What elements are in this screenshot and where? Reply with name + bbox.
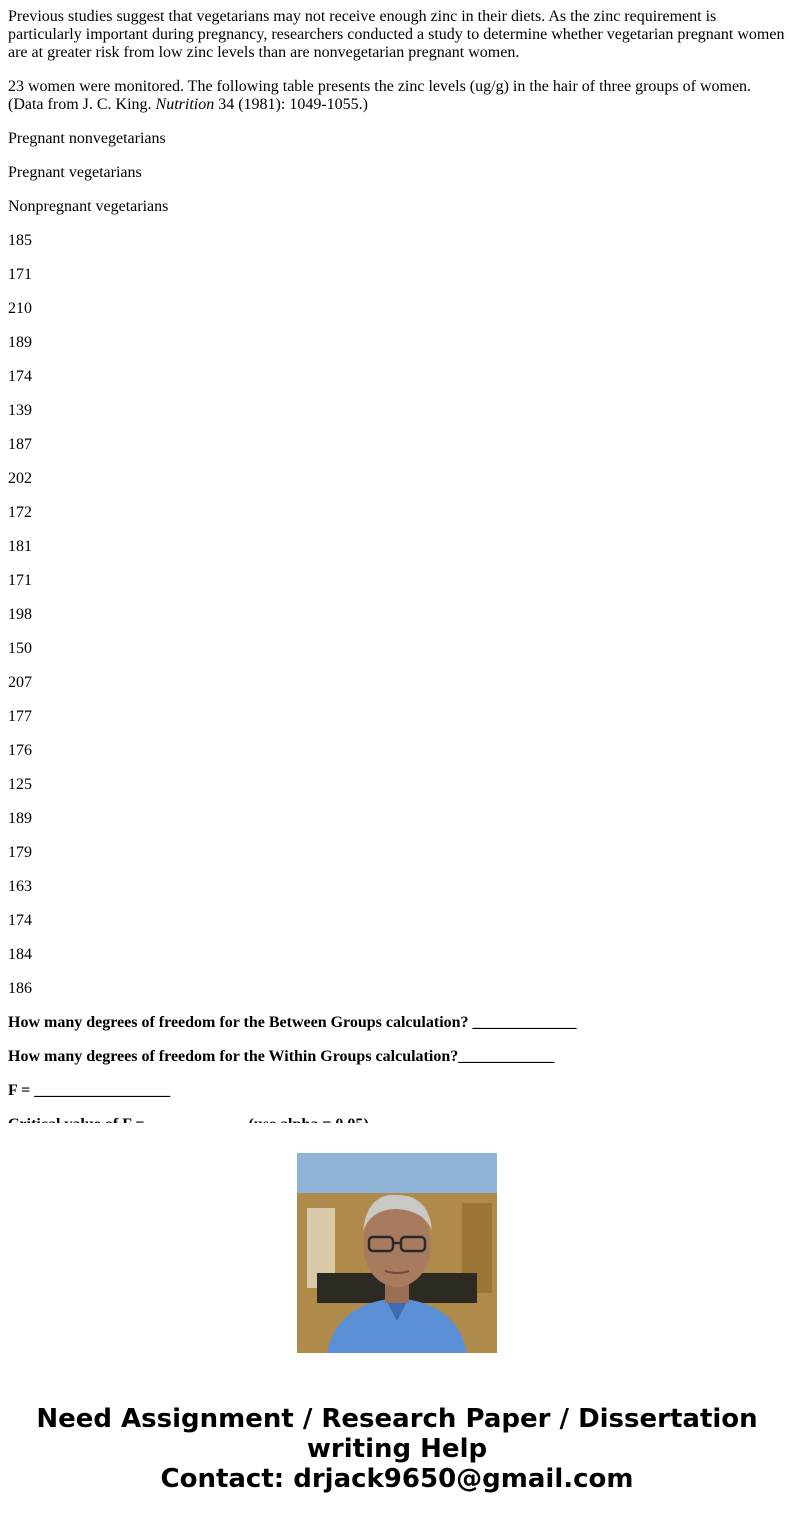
- promo-contact: Contact: drjack9650@gmail.com: [160, 1464, 634, 1494]
- avatar: [297, 1153, 497, 1353]
- data-source-text: 23 women were monitored. The following table presents the zinc levels (ug/g) in the hair of three groups of women. (Data from J. C. King.: [8, 78, 752, 113]
- table-cell: 184: [8, 946, 32, 963]
- table-header-nonpregnant-vegetarians: Nonpregnant vegetarians: [8, 198, 169, 215]
- table-cell: 187: [8, 436, 32, 453]
- table-cell: 210: [8, 300, 32, 317]
- table-cell: 186: [8, 980, 32, 997]
- table-cell: 171: [8, 266, 32, 283]
- table-cell: 189: [8, 334, 32, 351]
- table-cell: 172: [8, 504, 32, 521]
- table-header-pregnant-vegetarians: Pregnant vegetarians: [8, 164, 142, 181]
- data-source-paragraph: [8, 78, 786, 114]
- table-cell: 174: [8, 368, 32, 385]
- table-cell: 198: [8, 606, 32, 623]
- table-cell: 185: [8, 232, 32, 249]
- table-cell: 202: [8, 470, 32, 487]
- question-df-between: How many degrees of freedom for the Between Groups calculation? _____________: [8, 1014, 577, 1031]
- table-cell: 179: [8, 844, 32, 861]
- promo-text: [0, 1404, 794, 1494]
- data-source-citation: 34 (1981): 1049-1055.): [214, 96, 368, 113]
- table-header-pregnant-nonvegetarians: Pregnant nonvegetarians: [8, 130, 166, 147]
- question-df-within: How many degrees of freedom for the Within Groups calculation?____________: [8, 1048, 555, 1065]
- table-cell: 150: [8, 640, 32, 657]
- journal-name: Nutrition: [155, 96, 215, 113]
- table-cell: 163: [8, 878, 32, 895]
- table-cell: 181: [8, 538, 32, 555]
- portrait-image: [297, 1153, 497, 1353]
- question-f-value: F = _________________: [8, 1082, 171, 1099]
- table-cell: 125: [8, 776, 32, 793]
- table-cell: 189: [8, 810, 32, 827]
- table-cell: 139: [8, 402, 32, 419]
- promo-line-1: Need Assignment / Research Paper / Dissertation: [36, 1404, 758, 1434]
- promo-banner: [0, 1123, 794, 1523]
- table-cell: 171: [8, 572, 32, 589]
- table-cell: 176: [8, 742, 32, 759]
- intro-paragraph: Previous studies suggest that vegetarians may not receive enough zinc in their diets. As the zinc requirement is particularly important during pregnancy, researchers conducted a study to determine whether vegetarian pregnant women are at greater risk from low zinc levels than are nonvegetarian pregnant women.: [8, 8, 785, 61]
- table-cell: 207: [8, 674, 32, 691]
- table-cell: 174: [8, 912, 32, 929]
- table-cell: 177: [8, 708, 32, 725]
- promo-line-2: writing Help: [306, 1434, 488, 1464]
